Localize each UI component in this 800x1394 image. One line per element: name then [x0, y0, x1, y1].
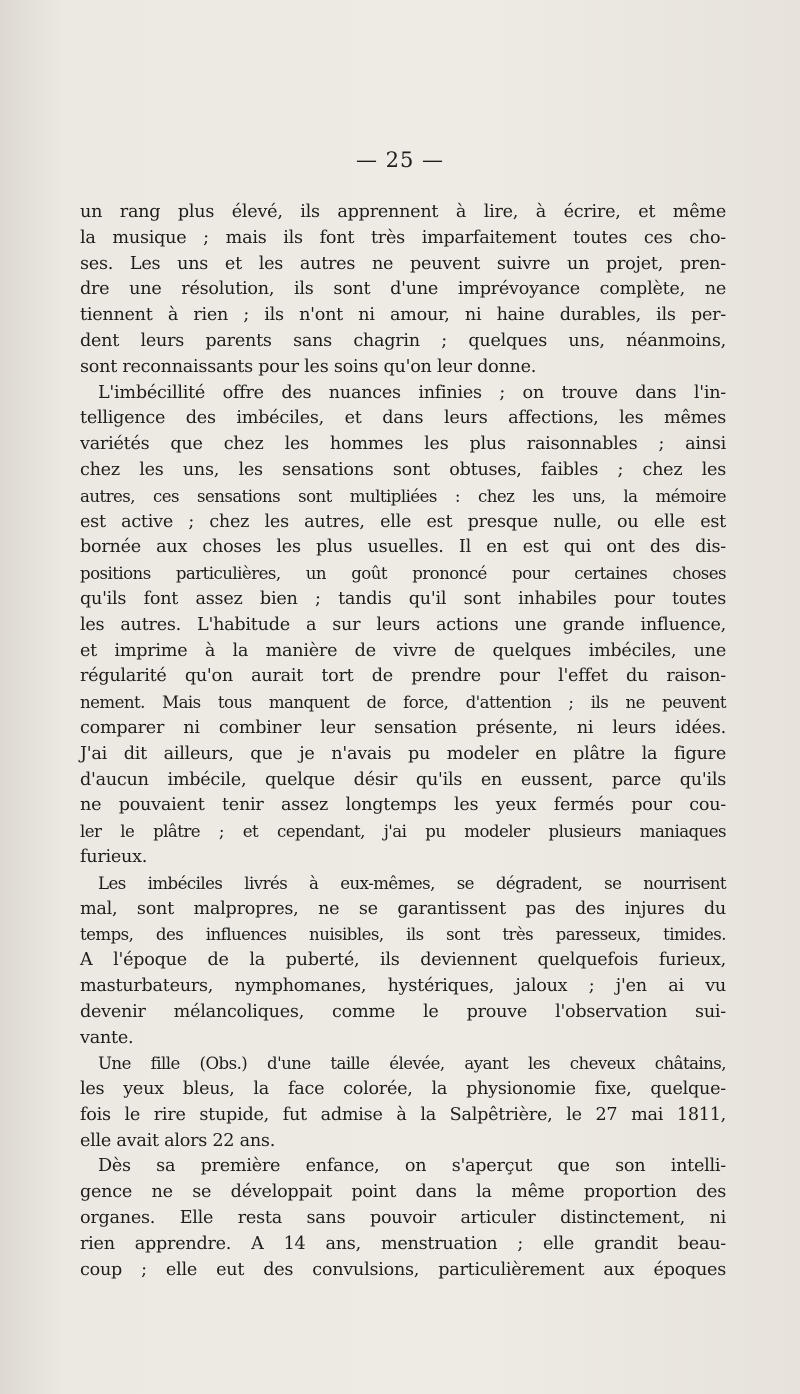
text-line: autres, ces sensations sont multipliées : chez les uns, la mémoire	[80, 486, 726, 506]
text-line: bornée aux choses les plus usuelles. Il en est qui ont des dis-	[80, 537, 726, 558]
text-line: devenir mélancoliques, comme le prouve l'observation sui-	[80, 1001, 726, 1022]
text-line: fois le rire stupide, fut admise à la Salpêtrière, le 27 mai 1811,	[80, 1104, 726, 1125]
text-line: J'ai dit ailleurs, que je n'avais pu modeler en plâtre la figure	[80, 743, 726, 764]
body-text	[80, 200, 726, 1283]
text-line: rien apprendre. A 14 ans, menstruation ; elle grandit beau-	[80, 1233, 726, 1254]
text-line: un rang plus élevé, ils apprennent à lire, à écrire, et même	[80, 202, 726, 222]
text-line: chez les uns, les sensations sont obtuses, faibles ; chez les	[80, 459, 726, 480]
text-line: qu'ils font assez bien ; tandis qu'il sont inhabiles pour toutes	[80, 588, 726, 609]
text-line: d'aucun imbécile, quelque désir qu'ils en eussent, parce qu'ils	[80, 769, 726, 790]
text-line: régularité qu'on aurait tort de prendre pour l'effet du raison-	[80, 666, 726, 687]
paragraph-start: Une fille (Obs.) d'une taille élevée, ayant les cheveux châtains,	[98, 1054, 726, 1074]
text-line: variétés que chez les hommes les plus raisonnables ; ainsi	[80, 434, 726, 455]
text-line: temps, des influences nuisibles, ils sont très paresseux, timides.	[80, 925, 726, 945]
text-line: nement. Mais tous manquent de force, d'attention ; ils ne peuvent	[80, 693, 726, 713]
text-line: ses. Les uns et les autres ne peuvent suivre un projet, pren-	[80, 253, 726, 274]
text-line: comparer ni combiner leur sensation présente, ni leurs idées.	[80, 717, 726, 738]
paragraph-start: Les imbéciles livrés à eux-mêmes, se dégradent, se nourrisent	[98, 873, 726, 893]
text-line: elle avait alors 22 ans.	[80, 1130, 276, 1151]
text-line: positions particulières, un goût prononcé pour certaines choses	[80, 564, 726, 584]
page-number: — 25 —	[355, 148, 445, 172]
text-line: ne pouvaient tenir assez longtemps les yeux fermés pour cou-	[80, 795, 726, 816]
text-line: dent leurs parents sans chagrin ; quelques uns, néanmoins,	[80, 330, 726, 351]
text-line: tiennent à rien ; ils n'ont ni amour, ni haine durables, ils per-	[80, 305, 726, 326]
text-line: coup ; elle eut des convulsions, particulièrement aux époques	[80, 1259, 726, 1280]
text-line: mal, sont malpropres, ne se garantissent pas des injures du	[80, 898, 726, 919]
text-line: A l'époque de la puberté, ils deviennent quelquefois furieux,	[80, 950, 726, 971]
text-line: vante.	[80, 1027, 134, 1048]
paragraph-start: Dès sa première enfance, on s'aperçut que son intelli-	[98, 1156, 726, 1177]
text-line: les yeux bleus, la face colorée, la physionomie fixe, quelque-	[80, 1079, 726, 1100]
text-line: et imprime à la manière de vivre de quelques imbéciles, une	[80, 640, 726, 661]
text-line: les autres. L'habitude a sur leurs actions une grande influence,	[80, 614, 726, 635]
paragraph-start: L'imbécillité offre des nuances infinies ; on trouve dans l'in-	[98, 382, 726, 403]
text-line: la musique ; mais ils font très imparfaitement toutes ces cho-	[80, 227, 726, 248]
text-line: sont reconnaissants pour les soins qu'on leur donne.	[80, 356, 537, 377]
text-line: dre une résolution, ils sont d'une imprévoyance complète, ne	[80, 279, 726, 300]
text-line: furieux.	[80, 846, 148, 867]
text-line: masturbateurs, nymphomanes, hystériques, jaloux ; j'en ai vu	[80, 975, 726, 996]
text-line: gence ne se développait point dans la même proportion des	[80, 1182, 726, 1203]
text-line: organes. Elle resta sans pouvoir articuler distinctement, ni	[80, 1208, 726, 1229]
text-line: est active ; chez les autres, elle est presque nulle, ou elle est	[80, 511, 726, 532]
text-line: telligence des imbéciles, et dans leurs affections, les mêmes	[80, 408, 726, 429]
text-line: ler le plâtre ; et cependant, j'ai pu modeler plusieurs maniaques	[80, 822, 726, 842]
